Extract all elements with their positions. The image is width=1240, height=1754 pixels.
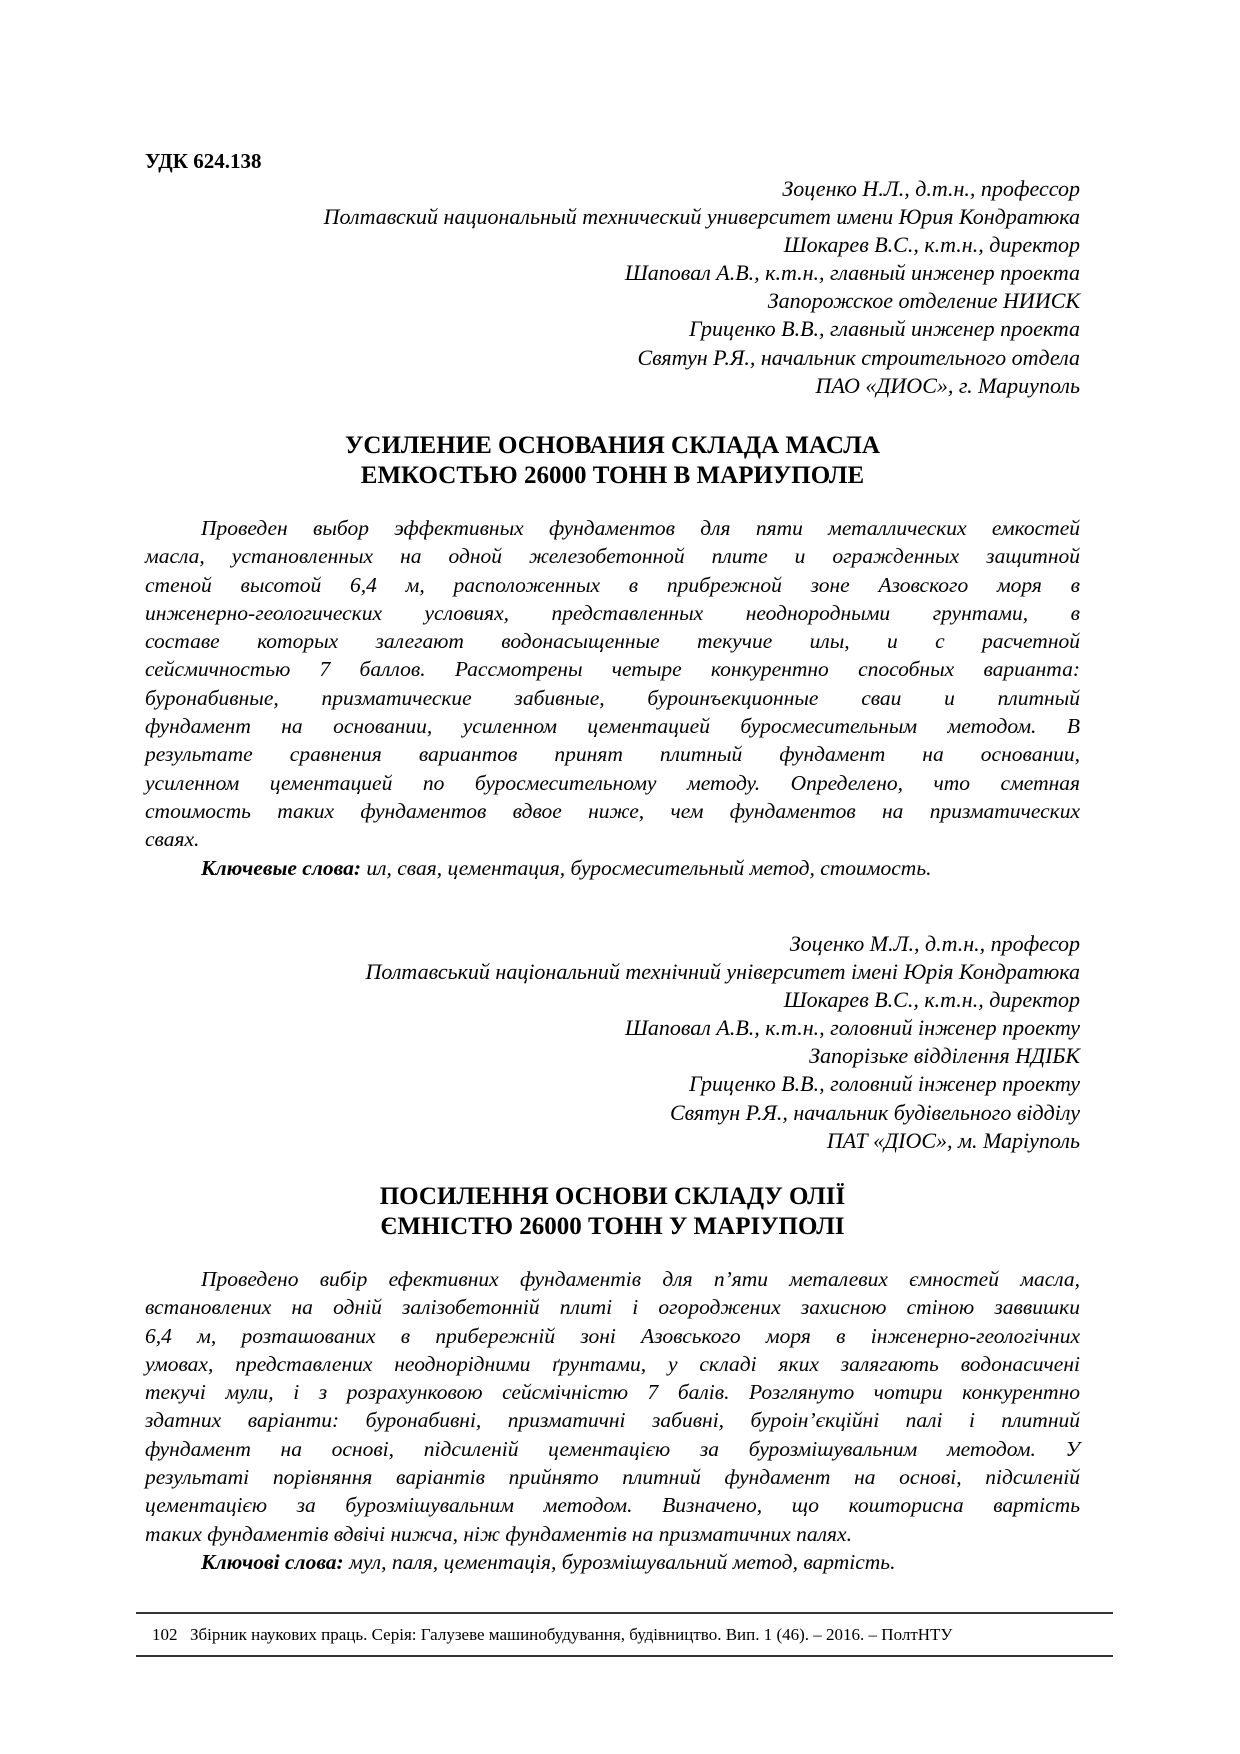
abstract-line: Проведен выбор эффективных фундаментов для пяти металлических емкостей	[201, 516, 1080, 540]
keywords-ru	[145, 854, 1080, 882]
affiliation-line: ПАО «ДИОС», г. Мариуполь	[815, 372, 1080, 398]
title-line: ЕМКОСТЬЮ 26000 ТОНН В МАРИУПОЛЕ	[360, 461, 865, 489]
abstract-line: масла, установленных на одной железобетонной плите и огражденных защитной	[145, 544, 1080, 569]
abstract-line: буронабивные, призматические забивные, буроинъекционные сваи и плитный	[145, 685, 1080, 710]
title-line: ПОСИЛЕННЯ ОСНОВИ СКЛАДУ ОЛІЇ	[379, 1183, 846, 1210]
keywords-uk	[145, 1548, 1080, 1576]
abstract-line: результате сравнения вариантов принят плитный фундамент на основании,	[145, 742, 1080, 767]
affiliation-line: Запорізьке відділення НДІБК	[809, 1043, 1080, 1069]
keywords-label: Ключові слова:	[201, 1549, 344, 1574]
author-line: Святун Р.Я., начальник строительного отдела	[637, 344, 1080, 370]
author-line: Зоценко М.Л., д.т.н., професор	[789, 931, 1080, 956]
abstract-ru	[145, 514, 1080, 882]
abstract-line: результаті порівняння варіантів прийнято плитний фундамент на основі, підсиленій	[145, 1465, 1080, 1490]
title-line: УСИЛЕНИЕ ОСНОВАНИЯ СКЛАДА МАСЛА	[345, 432, 880, 459]
abstract-line: встановлених на одній залізобетонній плиті і огороджених захисною стіною заввишки	[145, 1295, 1080, 1320]
page-number: 102	[152, 1625, 178, 1644]
abstract-line: цементацією за бурозмішувальним методом. Визначено, що кошторисна вартість	[145, 1493, 1080, 1518]
abstract-line: инженерно-геологических условиях, представленных неоднородными грунтами, в	[145, 600, 1080, 625]
title-line: ЄМНІСТЮ 26000 ТОНН У МАРІУПОЛІ	[380, 1212, 845, 1240]
affiliation-line: Запорожское отделение НИИСК	[767, 288, 1080, 314]
title-uk	[145, 1182, 1080, 1241]
abstract-line: стеной высотой 6,4 м, расположенных в прибрежной зоне Азовского моря в	[145, 572, 1080, 597]
authors-uk	[145, 930, 1080, 1155]
abstract-line: сваях.	[145, 827, 200, 852]
keywords-text: мул, паля, цементація, бурозмішувальний метод, вартість.	[343, 1549, 896, 1574]
affiliation-line: Полтавский национальный технический университет имени Юрия Кондратюка	[323, 204, 1080, 230]
abstract-line: фундамент на основании, усиленном цементацией буросмесительным методом. В	[145, 714, 1080, 739]
author-line: Гриценко В.В., главный инженер проекта	[689, 316, 1080, 342]
journal-citation: Збірник наукових праць. Серія: Галузеве машинобудування, будівництво. Вип. 1 (46). – 2016. – ПолтНТУ	[190, 1625, 953, 1644]
keywords-text: ил, свая, цементация, буросмесительный метод, стоимость.	[361, 855, 932, 880]
author-line: Шаповал А.В., к.т.н., главный инженер проекта	[624, 260, 1080, 286]
author-line: Шокарев В.С., к.т.н., директор	[783, 987, 1080, 1013]
abstract-line: составе которых залегают водонасыщенные текучие илы, и с расчетной	[145, 629, 1080, 654]
affiliation-line: Полтавський національний технічний університет імені Юрія Кондратюка	[365, 959, 1080, 985]
keywords-label: Ключевые слова:	[201, 855, 361, 880]
footer-top-rule	[136, 1612, 1113, 1614]
udk-code: УДК 624.138	[145, 149, 262, 173]
abstract-line: стоимость таких фундаментов вдвое ниже, чем фундаментов на призматических	[145, 798, 1080, 823]
abstract-line: сейсмичностью 7 баллов. Рассмотрены четыре конкурентно способных варианта:	[145, 657, 1080, 682]
abstract-line: фундамент на основі, підсиленій цементацією за бурозмішувальним методом. У	[145, 1436, 1080, 1461]
authors-ru	[145, 175, 1080, 400]
author-line: Шаповал А.В., к.т.н., головний інженер проекту	[624, 1015, 1080, 1041]
author-line: Зоценко Н.Л., д.т.н., профессор	[782, 176, 1080, 201]
abstract-line: здатних варіанти: буронабивні, призматичні забивні, буроін’єкційні палі і плитний	[145, 1408, 1080, 1433]
affiliation-line: ПАТ «ДІОС», м. Маріуполь	[826, 1127, 1080, 1153]
abstract-line: текучі мули, і з розрахунковою сейсмічністю 7 балів. Розглянуто чотири конкурентно	[145, 1380, 1080, 1405]
author-line: Шокарев В.С., к.т.н., директор	[783, 232, 1080, 258]
author-line: Гриценко В.В., головний інженер проекту	[689, 1071, 1080, 1097]
abstract-line: Проведено вибір ефективних фундаментів для п’яти металевих ємностей масла,	[201, 1267, 1080, 1291]
abstract-line: усиленном цементацией по буросмесительному методу. Определено, что сметная	[145, 770, 1080, 795]
page-footer	[152, 1624, 952, 1646]
abstract-uk	[145, 1265, 1080, 1576]
abstract-line: умовах, представлених неоднорідними ґрунтами, у складі яких залягають водонасичені	[145, 1351, 1080, 1376]
title-ru	[145, 431, 1080, 490]
abstract-line: 6,4 м, розташованих в прибережній зоні Азовського моря в інженерно-геологічних	[145, 1323, 1080, 1348]
author-line: Святун Р.Я., начальник будівельного відділу	[670, 1099, 1080, 1125]
abstract-line: таких фундаментів вдвічі нижча, ніж фундаментів на призматичних палях.	[145, 1521, 852, 1546]
footer-bottom-rule	[136, 1655, 1113, 1657]
